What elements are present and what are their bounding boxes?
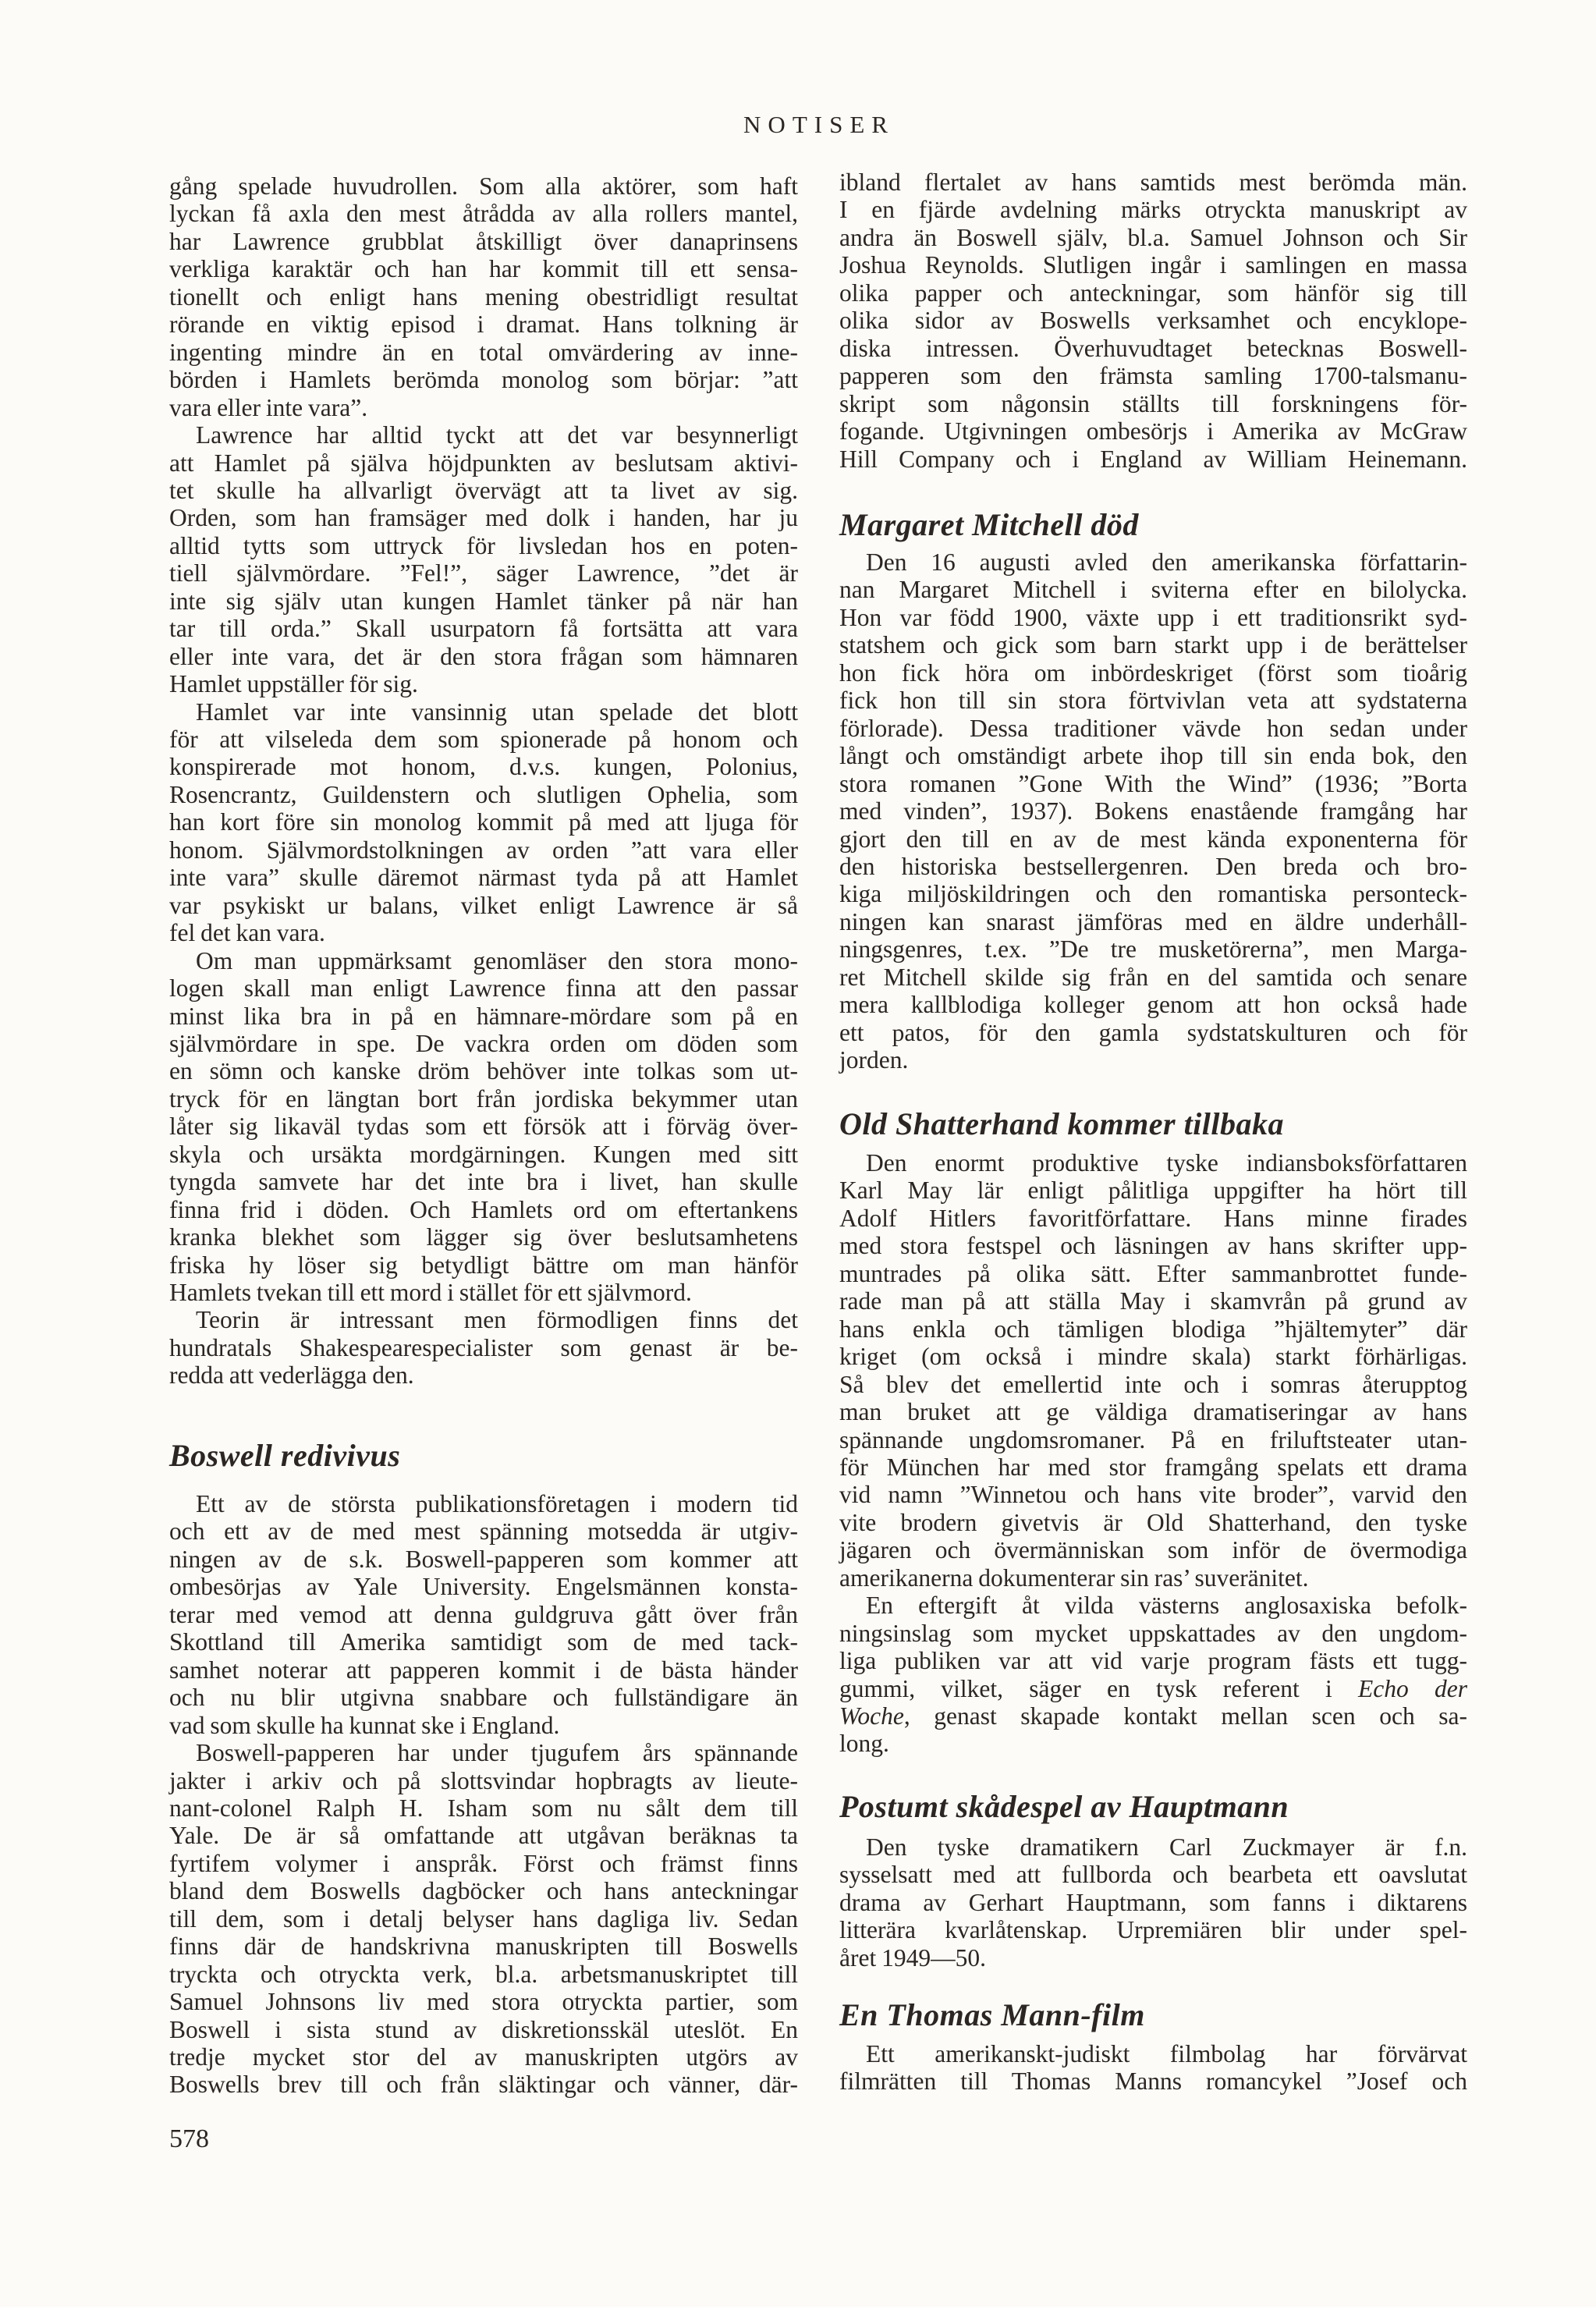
text-line: tryckta och otryckta verk, bl.a. arbetsmanuskriptet till xyxy=(169,1960,798,1988)
text-line: självmördare in spe. De vackra orden om döden som xyxy=(169,1029,798,1057)
text-line: vara eller inte vara”. xyxy=(169,393,368,421)
text-line: verkliga karaktär och han har kommit till ett sensa- xyxy=(169,255,798,283)
text-line: minst lika bra in på en hämnare-mördare som på en xyxy=(169,1002,798,1030)
text-line: rade man på att ställa May i skamvrån på grund av xyxy=(839,1287,1467,1315)
text-line: skript som någonsin ställts till forskningens för- xyxy=(839,389,1467,417)
article-heading: Old Shatterhand kommer tillbaka xyxy=(839,1106,1285,1141)
text-line: fick hon till sin stora förtvivlan veta att sydstaterna xyxy=(839,687,1467,715)
text-line: vad som skulle ha kunnat ske i England. xyxy=(169,1711,560,1739)
text-line: Hill Company och i England av William Heinemann. xyxy=(839,445,1467,473)
article-heading: Postumt skådespel av Hauptmann xyxy=(839,1789,1289,1824)
text-line: Boswells brev till och från släktingar och vänner, där- xyxy=(169,2071,798,2099)
text-line: och ett av de med mest spänning motsedda är utgiv- xyxy=(169,1517,798,1546)
text-line: ombesörjas av Yale University. Engelsmännen konsta- xyxy=(169,1573,798,1601)
text-line: skyla och ursäkta mordgärningen. Kungen med sitt xyxy=(169,1140,798,1168)
text-line: mera kallblodiga kolleger genom att hon också hade xyxy=(839,991,1467,1019)
text-line: Teorin är intressant men förmodligen finns det xyxy=(196,1306,798,1334)
running-head: NOTISER xyxy=(743,111,895,138)
text-line: ningen av de s.k. Boswell-papperen som kommer att xyxy=(169,1545,798,1573)
text-line: Den enormt produktive tyske indiansboksförfattaren xyxy=(866,1149,1467,1177)
text-line: ingenting mindre än en total omvärdering av inne- xyxy=(169,338,798,366)
text-line: att Hamlet på själva höjdpunkten av beslutsam aktivi- xyxy=(169,449,798,477)
text-line: litterära kvarlåtenskap. Urpremiären blir under spel- xyxy=(839,1916,1467,1944)
text-line: för München har med stor framgång spelats ett drama xyxy=(839,1453,1467,1481)
text-line: för att vilseleda dem som spionerade på honom och xyxy=(169,726,798,753)
text-line: Hamlet var inte vansinnig utan spelade det blott xyxy=(196,697,798,726)
text-line: Orden, som han framsäger med dolk i handen, har ju xyxy=(169,504,798,532)
text-line: inte sig själv utan kungen Hamlet tänker på när han xyxy=(169,587,798,615)
text-line: ett patos, för den gamla sydstatskulturen och för xyxy=(839,1018,1467,1046)
text-line: Woche, genast skapade kontakt mellan scen och sa- xyxy=(839,1702,1467,1730)
text-line: tiell självmördare. ”Fel!”, säger Lawrence, ”det är xyxy=(169,559,798,587)
text-line: till dem, som i detalj belyser hans dagliga liv. Sedan xyxy=(169,1904,798,1933)
text-line: ningsgenres, t.ex. ”De tre musketörerna”, men Marga- xyxy=(839,935,1467,964)
text-line: alltid tytts som uttryck för livsledan hos en poten- xyxy=(169,531,798,559)
text-line: inte vara” skulle däremot närmast tyda på att Hamlet xyxy=(169,864,798,892)
text-line: drama av Gerhart Hauptmann, som fanns i diktarens xyxy=(839,1888,1467,1916)
text-line: jakter i arkiv och på slottsvindar hopbragts av lieute- xyxy=(169,1766,798,1794)
text-line: tionellt och enligt hans mening obestridligt resultat xyxy=(169,282,798,311)
text-line: gjort den till en av de mest kända exponenterna för xyxy=(839,825,1467,853)
text-line: lyckan få axla den mest åtrådda av alla rollers mantel, xyxy=(169,200,798,228)
text-line: långt och omständigt arbete ihop till sin enda bok, den xyxy=(839,742,1467,770)
text-line: terar med vemod att denna guldgruva gått över från xyxy=(169,1600,798,1628)
text-line: Skottland till Amerika samtidigt som de med tack- xyxy=(169,1628,798,1656)
article-heading: En Thomas Mann-film xyxy=(839,1997,1145,2032)
text-line: vid namn ”Winnetou och hans vite broder”, varvid den xyxy=(839,1481,1467,1509)
text-line: finns där de handskrivna manuskripten till Boswells xyxy=(169,1933,798,1961)
text-line: fel det kan vara. xyxy=(169,919,325,947)
text-line: honom. Självmordstolkningen av orden ”att vara eller xyxy=(169,836,798,864)
text-line: och nu blir utgivna snabbare och fullständigare än xyxy=(169,1684,798,1712)
text-line: börden i Hamlets berömda monolog som börjar: ”att xyxy=(169,366,798,394)
text-line: Hamlets tvekan till ett mord i stället för ett självmord. xyxy=(169,1279,692,1306)
text-line: sysselsatt med att fullborda och bearbeta ett oavslutat xyxy=(839,1861,1467,1889)
text-line: statshem och gick som barn starkt upp i de berättelser xyxy=(839,631,1467,659)
text-line: den historiska bestsellergenren. Den breda och bro- xyxy=(839,852,1467,880)
text-line: amerikanerna dokumenterar sin ras’ suveränitet. xyxy=(839,1563,1309,1592)
text-line: han kort före sin monolog kommit på med att ljuga för xyxy=(169,808,798,836)
text-line: diska intressen. Överhuvudtaget betecknas Boswell- xyxy=(839,334,1467,362)
text-line: rörande en viktig episod i dramat. Hans tolkning är xyxy=(169,311,798,339)
text-line: tryck för en längtan bort från jordiska bekymmer utan xyxy=(169,1084,798,1113)
text-line: andra än Boswell själv, bl.a. Samuel Johnson och Sir xyxy=(839,223,1467,251)
text-line: fyrtifem volymer i anspråk. Först och främst finns xyxy=(169,1849,798,1877)
text-line: Yale. De är så omfattande att utgåvan beräknas ta xyxy=(169,1822,798,1850)
text-line: med vinden”, 1937). Bokens enastående framgång har xyxy=(839,797,1467,825)
text-line: stora romanen ”Gone With the Wind” (1936; ”Borta xyxy=(839,769,1467,797)
text-line: man bruket att ge väldiga dramatiseringar av hans xyxy=(839,1398,1467,1426)
text-line: kiga miljöskildringen och den romantiska personteck- xyxy=(839,880,1467,908)
text-line: muntrades på olika sätt. Efter sammanbrottet funde- xyxy=(839,1259,1467,1287)
text-line: kriget (om också i mindre skala) starkt förhärligas. xyxy=(839,1343,1467,1371)
text-line: Hamlet uppställer för sig. xyxy=(169,670,418,698)
text-line: Så blev det emellertid inte och i somras återupptog xyxy=(839,1370,1467,1398)
text-line: konspirerade mot honom, d.v.s. kungen, Polonius, xyxy=(169,753,798,781)
italic-title: Echo der xyxy=(1358,1674,1467,1702)
text-line: låter sig likaväl tydas som ett försök att i förväg över- xyxy=(169,1113,798,1141)
text-line: I en fjärde avdelning märks otryckta manuskript av xyxy=(839,196,1467,224)
text-line: liga publiken var att vid varje program fästs ett tugg- xyxy=(839,1647,1467,1675)
text-line: olika papper och anteckningar, som hänför sig till xyxy=(839,279,1467,307)
text-line: Samuel Johnsons liv med stora otryckta partier, som xyxy=(169,1988,798,2016)
text-line: Hon var född 1900, växte upp i ett traditionsrikt syd- xyxy=(839,603,1467,631)
text-line: logen skall man enligt Lawrence finna att den passar xyxy=(169,974,798,1003)
text-line: finna frid i döden. Och Hamlets ord om eftertankens xyxy=(169,1195,798,1223)
text-line: fogande. Utgivningen ombesörjs i Amerika av McGraw xyxy=(839,417,1467,445)
text-line: olika sidor av Boswells verksamhet och encyklope- xyxy=(839,307,1467,335)
text-line: eller inte vara, det är den stora frågan som hämnaren xyxy=(169,642,798,670)
text-line: har Lawrence grubblat åtskilligt över danaprinsens xyxy=(169,227,798,255)
article-heading: Boswell redivivus xyxy=(169,1438,401,1473)
text-line: vite brodern givetvis är Old Shatterhand, den tyske xyxy=(839,1508,1467,1536)
text-line: nan Margaret Mitchell i sviterna efter en bilolycka. xyxy=(839,576,1467,604)
text-line: ningsinslag som mycket uppskattades av den ungdom- xyxy=(839,1619,1467,1647)
text-line: redda att vederlägga den. xyxy=(169,1361,414,1390)
text-line: Den tyske dramatikern Carl Zuckmayer är f.n. xyxy=(866,1833,1467,1861)
text-line: med stora festspel och läsningen av hans skrifter upp- xyxy=(839,1232,1467,1260)
text-line: friska hy löser sig betydligt bättre om man hänför xyxy=(169,1251,798,1279)
text-line: Den 16 augusti avled den amerikanska författarin- xyxy=(866,548,1467,576)
text-line: papperen som den främsta samling 1700-talsmanu- xyxy=(839,362,1467,390)
text-line: gång spelade huvudrollen. Som alla aktörer, som haft xyxy=(169,172,798,200)
text-line: jorden. xyxy=(839,1046,909,1074)
text-line: spännande ungdomsromaner. På en friluftsteater utan- xyxy=(839,1425,1467,1453)
text-line: gummi, vilket, säger en tysk referent i Echo der xyxy=(839,1674,1467,1702)
text-line: en sömn och kanske dröm behöver inte tolkas som ut- xyxy=(169,1057,798,1085)
text-line: ningen kan snarast jämföras med en äldre underhåll- xyxy=(839,907,1467,935)
text-line: tar till orda.” Skall usurpatorn få fortsätta att vara xyxy=(169,615,798,643)
text-line: tredje mycket stor del av manuskripten utgörs av xyxy=(169,2043,798,2071)
text-line: Om man uppmärksamt genomläser den stora mono- xyxy=(196,946,798,974)
text-line: Karl May lär enligt pålitliga uppgifter ha hört till xyxy=(839,1177,1467,1205)
text-line: bland dem Boswells dagböcker och hans anteckningar xyxy=(169,1877,798,1905)
text-line: samhet noterar att papperen kommit i de bästa händer xyxy=(169,1656,798,1684)
text-line: Ett av de största publikationsföretagen i modern tid xyxy=(196,1490,798,1517)
text-line: Boswell-papperen har under tjugufem års spännande xyxy=(196,1739,798,1767)
page-number: 578 xyxy=(169,2124,209,2153)
text-line: long. xyxy=(839,1730,889,1758)
text-line: Ett amerikanskt-judiskt filmbolag har förvärvat xyxy=(866,2040,1467,2067)
text-line: filmrätten till Thomas Manns romancykel ”Josef och xyxy=(839,2067,1467,2096)
italic-title: Woche xyxy=(839,1702,904,1730)
text-line: var psykiskt ur balans, vilket enligt Lawrence är så xyxy=(169,891,798,919)
text-line: Adolf Hitlers favoritförfattare. Hans minne firades xyxy=(839,1204,1467,1232)
text-line: hundratals Shakespearespecialister som genast är be- xyxy=(169,1333,798,1361)
text-line: ret Mitchell skilde sig från en del samtida och senare xyxy=(839,963,1467,991)
text-line: En eftergift åt vilda västerns anglosaxiska befolk- xyxy=(866,1592,1467,1620)
article-heading: Margaret Mitchell död xyxy=(839,507,1139,542)
text-line: Boswell i sista stund av diskretionsskäl uteslöt. En xyxy=(169,2015,798,2043)
text-line: jägaren och övermänniskan som inför de övermodiga xyxy=(839,1536,1467,1564)
text-line: Joshua Reynolds. Slutligen ingår i samlingen en massa xyxy=(839,251,1467,279)
text-line: kranka blekhet som lägger sig över beslutsamhetens xyxy=(169,1223,798,1251)
text-line: nant-colonel Ralph H. Isham som nu sålt dem till xyxy=(169,1794,798,1822)
text-line: hans enkla och tämligen blodiga ”hjältemyter” där xyxy=(839,1315,1467,1343)
text-line: tet skulle ha allvarligt övervägt att ta livet av sig. xyxy=(169,476,798,504)
text-line: tyngda samvete har det inte bra i livet, han skulle xyxy=(169,1168,798,1196)
text-line: Lawrence har alltid tyckt att det var besynnerligt xyxy=(196,421,798,449)
text-line: ibland flertalet av hans samtids mest berömda män. xyxy=(839,169,1467,196)
text-line: året 1949—50. xyxy=(839,1943,986,1972)
text-line: Rosencrantz, Guildenstern och slutligen Ophelia, som xyxy=(169,780,798,808)
text-line: hon fick höra om inbördeskriget (först som tioårig xyxy=(839,658,1467,687)
text-line: förlorade). Dessa traditioner vävde hon sedan under xyxy=(839,714,1467,742)
